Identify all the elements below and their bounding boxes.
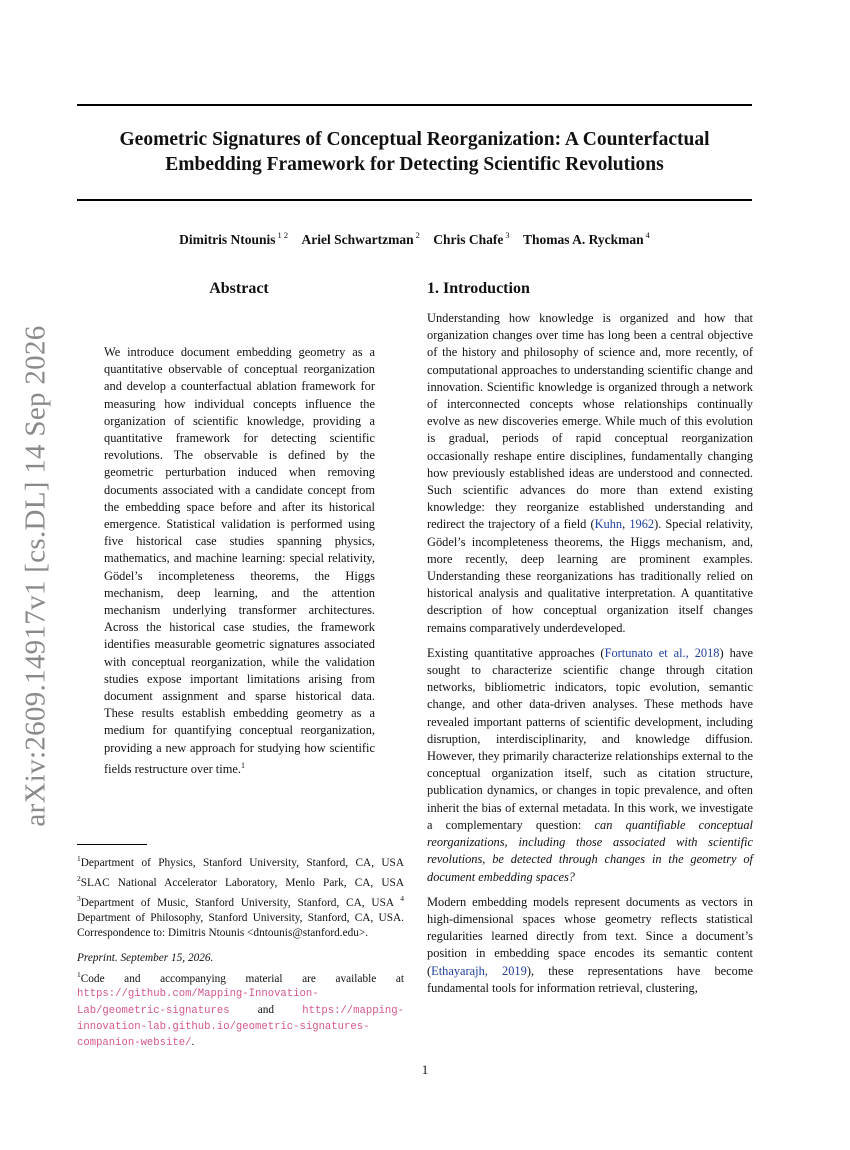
introduction-heading: 1. Introduction bbox=[427, 280, 530, 297]
citation-link[interactable]: Ethayarajh, 2019 bbox=[431, 963, 527, 978]
footnote-mark: 1 bbox=[240, 760, 245, 770]
paper-title bbox=[77, 127, 752, 177]
citation-link[interactable]: 1962 bbox=[629, 517, 655, 532]
github-link[interactable]: https://github.com/Mapping-Innovation-Lab/geometric-signatures bbox=[77, 988, 319, 1017]
author: Dimitris Ntounis $^{1 2}$ bbox=[179, 230, 289, 247]
affiliations-footnote: $^1$Department of Physics, Stanford University, Stanford, CA, USA $^2$SLAC National Accelerator Laboratory, Menlo Park, CA, USA $^3$Department of Music, Stanford University, Stanford, CA, USA $^4$ Department of Philosophy, Stanford University, Stanford, CA, USA. Correspondence to: Dimitris Ntounis <dntounis@stanford.edu>. bbox=[77, 854, 404, 940]
abstract-text: We introduce document embedding geometry as a quantitative observable of conceptual reorganization and develop a counterfactual ablation framework for measuring how individual concepts influence the organization of scientific knowledge, providing a quantitative framework for detecting scientific revolutions. The observable is defined by the geometric perturbation induced when removing documents associated with a candidate concept from the embedding space before and after its historical emergence. Statistical validation is performed using five historical case studies spanning physics, mathematics, and machine learning: special relativity, Gödel’s incompleteness theorems, the Higgs mechanism, deep learning, and the attention mechanism underlying transformer architectures. Across the historical case studies, the framework identifies measurable geometric signatures associated with conceptual reorganization, while the validation studies expose important limitations arising from document assignment and sparse historical data. These results establish embedding geometry as a medium for quantifying conceptual reorganization, providing a new approach for studying how scientific fields restructure over time.$^1$ bbox=[104, 345, 375, 776]
citation-link[interactable]: Fortunato et al., 2018 bbox=[604, 645, 720, 660]
title-bottom-rule bbox=[77, 199, 752, 201]
companion-website-link[interactable]: https://mapping-innovation-lab.github.io/geometric-signatures-companion-website/ bbox=[77, 1004, 404, 1050]
paragraph: Existing quantitative approaches (Fortunato et al., 2018) have sought to characterize scientific change through citation networks, bibliometric indicators, topic evolution, semantic change, and other data-driven analyses. These methods have revealed important patterns of scientific development, including disruption, interdisciplinarity, and knowledge diffusion. However, they primarily characterize relationships external to the conceptual organization itself, such as citation structure, publication dynamics, or changes in topic prevalence, and often inherit the bias of external metadata. In this work, we investigate a complementary question: can quantifiable conceptual reorganizations, including those associated with scientific revolutions, be detected through changes in the geometry of document embedding spaces? bbox=[427, 645, 753, 884]
abstract-heading: Abstract bbox=[209, 280, 269, 297]
paper-title-line-1: Geometric Signatures of Conceptual Reorganization: A Counterfactual bbox=[119, 129, 710, 150]
author: Thomas A. Ryckman $^4$ bbox=[522, 230, 650, 247]
footnotes bbox=[77, 851, 404, 1051]
paragraph: Modern embedding models represent documents as vectors in high-dimensional spaces whose geometry reflects statistical regularities learned directly from text. Since a document’s position in embedding space encodes its semantic content (Ethayarajh, 2019), these representations have become fundamental tools for information retrieval, clustering, bbox=[427, 894, 753, 995]
author-list bbox=[77, 230, 752, 248]
citation-link[interactable]: Kuhn bbox=[594, 517, 623, 532]
paragraph: Understanding how knowledge is organized and how that organization changes over time has long been a central objective of the history and philosophy of science and, more recently, of computational approaches to understanding scientific change and innovation. Scientific knowledge is organized through a network of interconnected concepts whose relationships continually evolve as new discoveries emerge. While much of this evolution is gradual, periods of rapid conceptual reorganization occasionally reshape entire disciplines, fundamentally changing how previously established ideas are understood and connected. Such scientific advances do more than extend existing knowledge: they reorganize established understanding and redirect the trajectory of a field (Kuhn, 1962). Special relativity, Gödel’s incompleteness theorems, the Higgs mechanism, and, more recently, deep learning are prominent examples. Understanding these reorganizations has traditionally relied on historical analysis and qualitative interpretation. A quantitative description of how conceptual organization itself changes remains comparatively underdeveloped. bbox=[427, 311, 753, 635]
paper-title-line-2: Embedding Framework for Detecting Scientific Revolutions bbox=[165, 154, 664, 175]
page-number: 1 bbox=[421, 1062, 429, 1077]
author: Chris Chafe $^3$ bbox=[433, 230, 510, 247]
preprint-note: Preprint. September 15, 2026. bbox=[77, 952, 214, 965]
introduction-body bbox=[427, 310, 753, 1005]
footnote-rule bbox=[77, 844, 147, 845]
title-top-rule bbox=[77, 104, 752, 106]
research-question: can quantifiable conceptual reorganizations, including those associated with scientific revolutions, be detected through changes in the geometry of document embedding spaces? bbox=[427, 817, 753, 884]
author: Ariel Schwartzman $^2$ bbox=[301, 230, 420, 247]
code-footnote: $^1$Code and accompanying material are available at https://github.com/Mapping-Innovation-Lab/geometric-signatures and https://mapping-innovation-lab.github.io/geometric-signatures-companion-website/. bbox=[77, 969, 404, 1050]
